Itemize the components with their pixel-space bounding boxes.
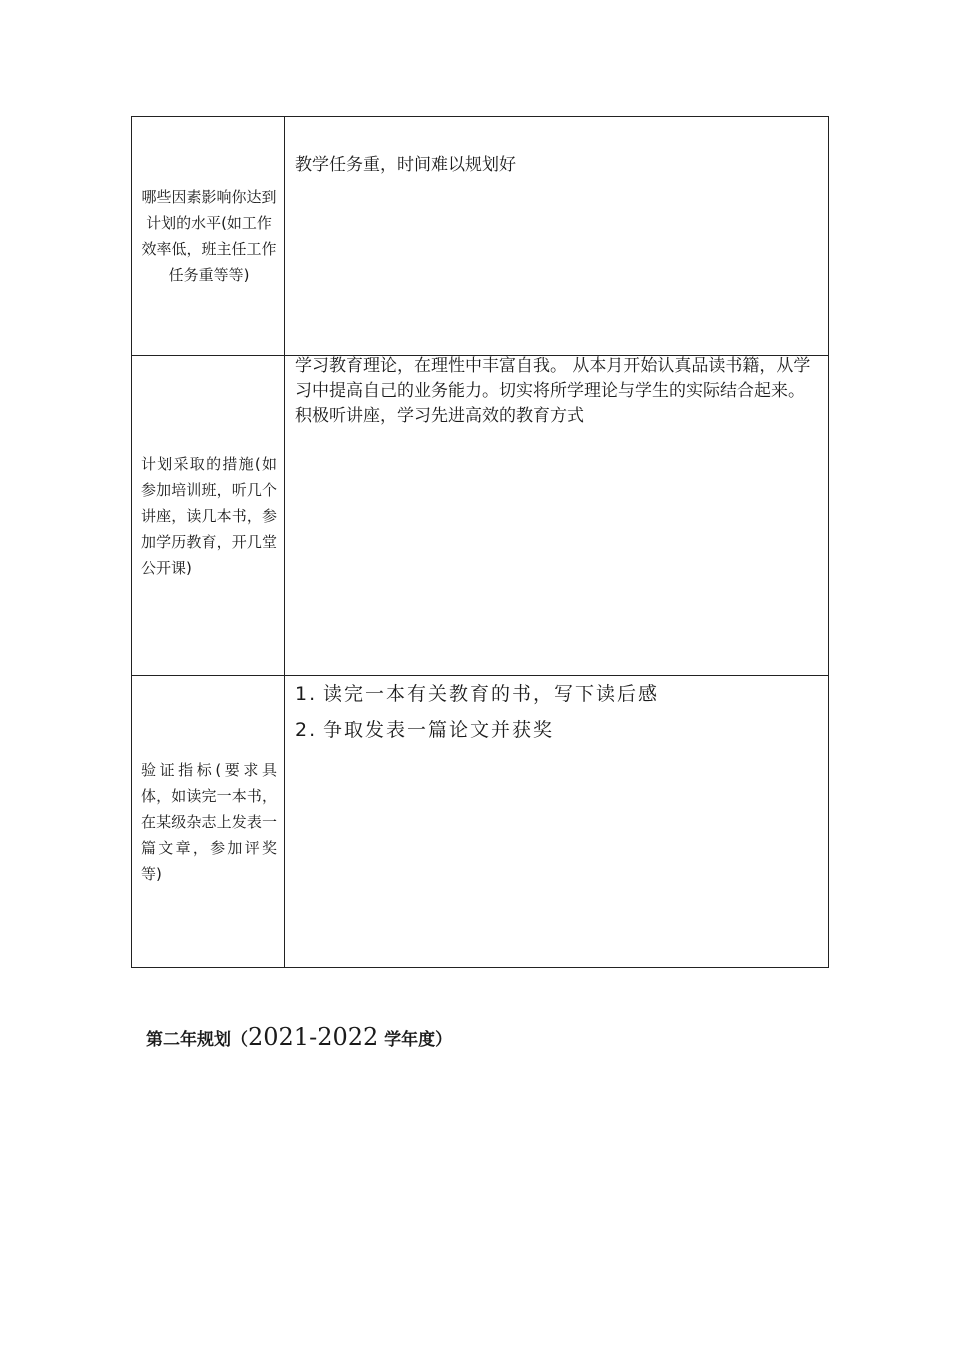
row-content-cell [285, 356, 829, 676]
list-item [295, 676, 818, 712]
indicator-list [285, 676, 828, 748]
row-label: 验证指标(要求具体，如读完一本书，在某级杂志上发表一篇文章，参加评奖等) [141, 760, 277, 883]
row-label-cell [132, 117, 285, 356]
section-heading-prefix: 第二年规划（ [146, 1030, 248, 1050]
plan-table [131, 116, 829, 968]
section-heading-suffix: 学年度） [378, 1030, 453, 1050]
table-row [132, 356, 829, 676]
list-item [295, 712, 818, 748]
row-content: 学习教育理论，在理性中丰富自我。 从本月开始认真品读书籍，从学习中提高自己的业务能力。切实将所学理论与学生的实际结合起来。积极听讲座，学习先进高效的教育方式 [295, 356, 811, 426]
table-row [132, 117, 829, 356]
row-content-cell [285, 676, 829, 968]
table-row [132, 676, 829, 968]
section-heading-years: 2021-2022 [248, 1023, 379, 1051]
row-content: 教学任务重，时间难以规划好 [295, 155, 516, 175]
row-content-cell [285, 117, 829, 356]
list-item-number: 2. [295, 719, 318, 741]
section-heading [146, 1022, 452, 1055]
row-label-cell [132, 676, 285, 968]
list-item-text: 争取发表一篇论文并获奖 [323, 719, 555, 741]
row-label: 计划采取的措施(如参加培训班，听几个讲座，读几本书，参加学历教育，开几堂公开课) [141, 454, 277, 577]
list-item-number: 1. [295, 683, 318, 705]
list-item-text: 读完一本有关教育的书，写下读后感 [323, 683, 660, 705]
row-label-cell [132, 356, 285, 676]
row-label: 哪些因素影响你达到计划的水平(如工作效率低，班主任工作任务重等等) [141, 188, 277, 284]
